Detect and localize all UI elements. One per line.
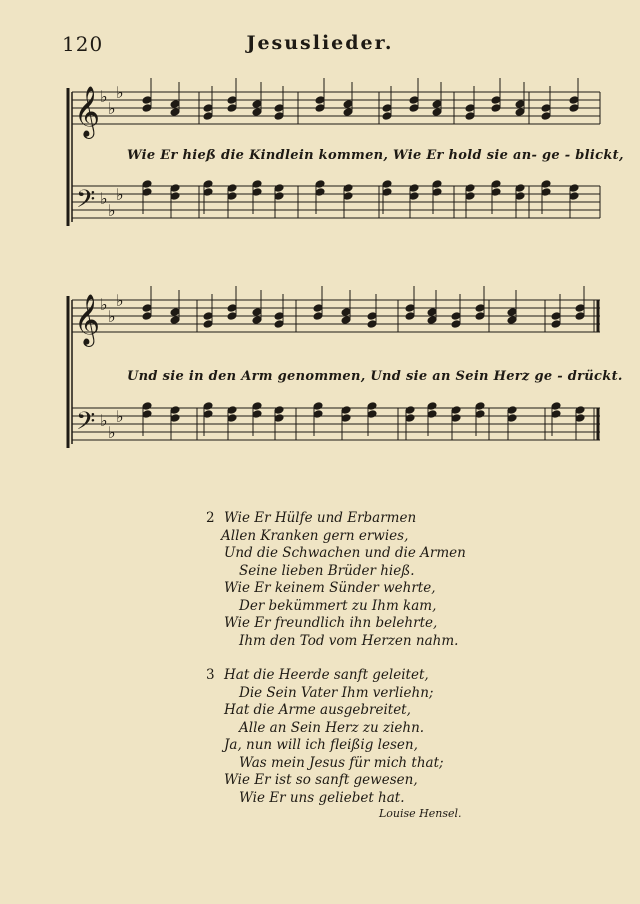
note-head bbox=[427, 308, 437, 317]
note-head bbox=[575, 304, 585, 313]
note-head bbox=[274, 312, 284, 321]
note-head bbox=[252, 410, 262, 419]
note-head bbox=[515, 184, 525, 193]
treble-clef-icon: 𝄞 bbox=[74, 86, 101, 137]
note-head bbox=[507, 308, 517, 317]
note-head bbox=[252, 308, 262, 317]
verse-line: Hat die Arme ausgebreitet, bbox=[224, 702, 411, 718]
note-head bbox=[313, 304, 323, 313]
note-head bbox=[203, 402, 213, 411]
note-head bbox=[343, 108, 353, 117]
verse-line: Und die Schwachen und die Armen bbox=[224, 545, 466, 561]
note-head bbox=[465, 184, 475, 193]
note-head bbox=[491, 104, 501, 113]
note-head bbox=[367, 410, 377, 419]
note-head bbox=[515, 192, 525, 201]
verse-line: Ja, nun will ich fleißig lesen, bbox=[224, 737, 418, 753]
verse-number: 2 bbox=[206, 510, 215, 526]
note-head bbox=[142, 304, 152, 313]
note-head bbox=[465, 112, 475, 121]
note-head bbox=[142, 180, 152, 189]
note-head bbox=[142, 402, 152, 411]
flat-sign-icon: ♭ bbox=[108, 99, 116, 118]
note-head bbox=[405, 312, 415, 321]
note-head bbox=[170, 184, 180, 193]
verses bbox=[206, 510, 466, 824]
note-head bbox=[203, 410, 213, 419]
note-head bbox=[491, 188, 501, 197]
note-head bbox=[142, 96, 152, 105]
note-head bbox=[203, 188, 213, 197]
verse-number: 3 bbox=[206, 667, 215, 683]
note-head bbox=[551, 312, 561, 321]
note-head bbox=[432, 108, 442, 117]
note-head bbox=[451, 414, 461, 423]
note-head bbox=[465, 192, 475, 201]
note-head bbox=[465, 104, 475, 113]
flat-sign-icon: ♭ bbox=[100, 87, 108, 106]
note-head bbox=[515, 100, 525, 109]
note-head bbox=[427, 410, 437, 419]
note-head bbox=[575, 414, 585, 423]
verse-line: Wie Er freundlich ihn belehrte, bbox=[224, 615, 438, 631]
note-head bbox=[343, 192, 353, 201]
note-head bbox=[203, 312, 213, 321]
note-head bbox=[382, 104, 392, 113]
note-head bbox=[170, 100, 180, 109]
note-head bbox=[409, 192, 419, 201]
note-head bbox=[541, 188, 551, 197]
flat-sign-icon: ♭ bbox=[108, 201, 116, 220]
note-head bbox=[274, 192, 284, 201]
note-head bbox=[475, 304, 485, 313]
note-head bbox=[569, 192, 579, 201]
note-head bbox=[475, 402, 485, 411]
note-head bbox=[203, 320, 213, 329]
verse-line: Seine lieben Brüder hieß. bbox=[239, 562, 415, 579]
note-head bbox=[341, 406, 351, 415]
verse-line: Wie Er uns geliebet hat. bbox=[239, 789, 405, 806]
note-head bbox=[341, 308, 351, 317]
verse-line: Wie Er Hülfe und Erbarmen bbox=[224, 510, 417, 526]
note-head bbox=[491, 96, 501, 105]
note-head bbox=[203, 104, 213, 113]
verse-line: Hat die Heerde sanft geleitet, bbox=[224, 667, 429, 683]
verse-line: Die Sein Vater Ihm verliehn; bbox=[239, 684, 434, 701]
note-head bbox=[142, 188, 152, 197]
note-head bbox=[551, 320, 561, 329]
note-head bbox=[203, 180, 213, 189]
note-head bbox=[575, 406, 585, 415]
note-head bbox=[551, 410, 561, 419]
note-head bbox=[252, 100, 262, 109]
note-head bbox=[274, 414, 284, 423]
note-head bbox=[405, 304, 415, 313]
verse-line: Wie Er ist so sanft gewesen, bbox=[224, 772, 418, 788]
note-head bbox=[142, 312, 152, 321]
note-head bbox=[432, 180, 442, 189]
note-head bbox=[142, 104, 152, 113]
flat-sign-icon: ♭ bbox=[100, 295, 108, 314]
note-head bbox=[409, 104, 419, 113]
bass-clef-icon: 𝄢 bbox=[76, 407, 96, 442]
note-head bbox=[409, 184, 419, 193]
bass-clef-icon: 𝄢 bbox=[76, 185, 96, 220]
verse-line: Was mein Jesus für mich that; bbox=[239, 754, 444, 771]
note-head bbox=[274, 320, 284, 329]
verse-line: Der bekümmert zu Ihm kam, bbox=[239, 597, 437, 614]
note-head bbox=[451, 312, 461, 321]
note-head bbox=[315, 188, 325, 197]
note-head bbox=[541, 112, 551, 121]
note-head bbox=[551, 402, 561, 411]
note-head bbox=[515, 108, 525, 117]
note-head bbox=[541, 180, 551, 189]
verse-line: Wie Er keinem Sünder wehrte, bbox=[224, 580, 436, 596]
note-head bbox=[170, 406, 180, 415]
note-head bbox=[252, 180, 262, 189]
note-head bbox=[451, 320, 461, 329]
note-head bbox=[313, 410, 323, 419]
note-head bbox=[367, 320, 377, 329]
note-head bbox=[315, 104, 325, 113]
note-head bbox=[382, 180, 392, 189]
note-head bbox=[313, 402, 323, 411]
note-head bbox=[432, 100, 442, 109]
note-head bbox=[227, 304, 237, 313]
running-title: Jesuslieder. bbox=[246, 32, 394, 54]
note-head bbox=[405, 406, 415, 415]
note-head bbox=[313, 312, 323, 321]
note-head bbox=[170, 192, 180, 201]
verse-3 bbox=[206, 667, 466, 807]
note-head bbox=[252, 188, 262, 197]
note-head bbox=[427, 316, 437, 325]
flat-sign-icon: ♭ bbox=[116, 185, 124, 204]
flat-sign-icon: ♭ bbox=[116, 83, 124, 102]
note-head bbox=[170, 108, 180, 117]
note-head bbox=[343, 184, 353, 193]
note-head bbox=[341, 414, 351, 423]
flat-sign-icon: ♭ bbox=[100, 189, 108, 208]
verse-line: Allen Kranken gern erwies, bbox=[221, 527, 409, 544]
note-head bbox=[575, 312, 585, 321]
verse-line: Ihm den Tod vom Herzen nahm. bbox=[239, 632, 459, 649]
note-head bbox=[409, 96, 419, 105]
note-head bbox=[274, 112, 284, 121]
note-head bbox=[427, 402, 437, 411]
flat-sign-icon: ♭ bbox=[108, 423, 116, 442]
note-head bbox=[227, 406, 237, 415]
note-head bbox=[475, 312, 485, 321]
flat-sign-icon: ♭ bbox=[116, 407, 124, 426]
note-head bbox=[569, 96, 579, 105]
note-head bbox=[203, 112, 213, 121]
note-head bbox=[491, 180, 501, 189]
page-number: 120 bbox=[62, 32, 104, 56]
note-head bbox=[405, 414, 415, 423]
note-head bbox=[507, 406, 517, 415]
note-head bbox=[367, 402, 377, 411]
note-head bbox=[451, 406, 461, 415]
note-head bbox=[315, 180, 325, 189]
note-head bbox=[252, 402, 262, 411]
treble-clef-icon: 𝄞 bbox=[74, 294, 101, 345]
flat-sign-icon: ♭ bbox=[108, 307, 116, 326]
note-head bbox=[382, 188, 392, 197]
note-head bbox=[569, 104, 579, 113]
note-head bbox=[274, 184, 284, 193]
note-head bbox=[541, 104, 551, 113]
flat-sign-icon: ♭ bbox=[116, 291, 124, 310]
note-head bbox=[274, 406, 284, 415]
note-head bbox=[227, 312, 237, 321]
note-head bbox=[227, 414, 237, 423]
note-head bbox=[227, 184, 237, 193]
verse-line: Alle an Sein Herz zu ziehn. bbox=[239, 719, 425, 736]
flat-sign-icon: ♭ bbox=[100, 411, 108, 430]
note-head bbox=[227, 104, 237, 113]
note-head bbox=[252, 108, 262, 117]
note-head bbox=[341, 316, 351, 325]
note-head bbox=[227, 96, 237, 105]
note-head bbox=[343, 100, 353, 109]
note-head bbox=[227, 192, 237, 201]
note-head bbox=[252, 316, 262, 325]
note-head bbox=[170, 414, 180, 423]
note-head bbox=[382, 112, 392, 121]
note-head bbox=[315, 96, 325, 105]
note-head bbox=[170, 308, 180, 317]
note-head bbox=[274, 104, 284, 113]
lyrics-system-2: Und sie in den Arm genommen, Und sie an Sein Herz ge - drückt. bbox=[127, 369, 623, 384]
note-head bbox=[569, 184, 579, 193]
verse-2 bbox=[206, 510, 466, 650]
lyrics-system-1: Wie Er hieß die Kindlein kommen, Wie Er hold sie an- ge - blickt, bbox=[127, 148, 624, 163]
note-head bbox=[507, 414, 517, 423]
note-head bbox=[432, 188, 442, 197]
note-head bbox=[142, 410, 152, 419]
note-head bbox=[170, 316, 180, 325]
author-attribution: Louise Hensel. bbox=[379, 807, 462, 820]
note-head bbox=[367, 312, 377, 321]
note-head bbox=[507, 316, 517, 325]
note-head bbox=[475, 410, 485, 419]
